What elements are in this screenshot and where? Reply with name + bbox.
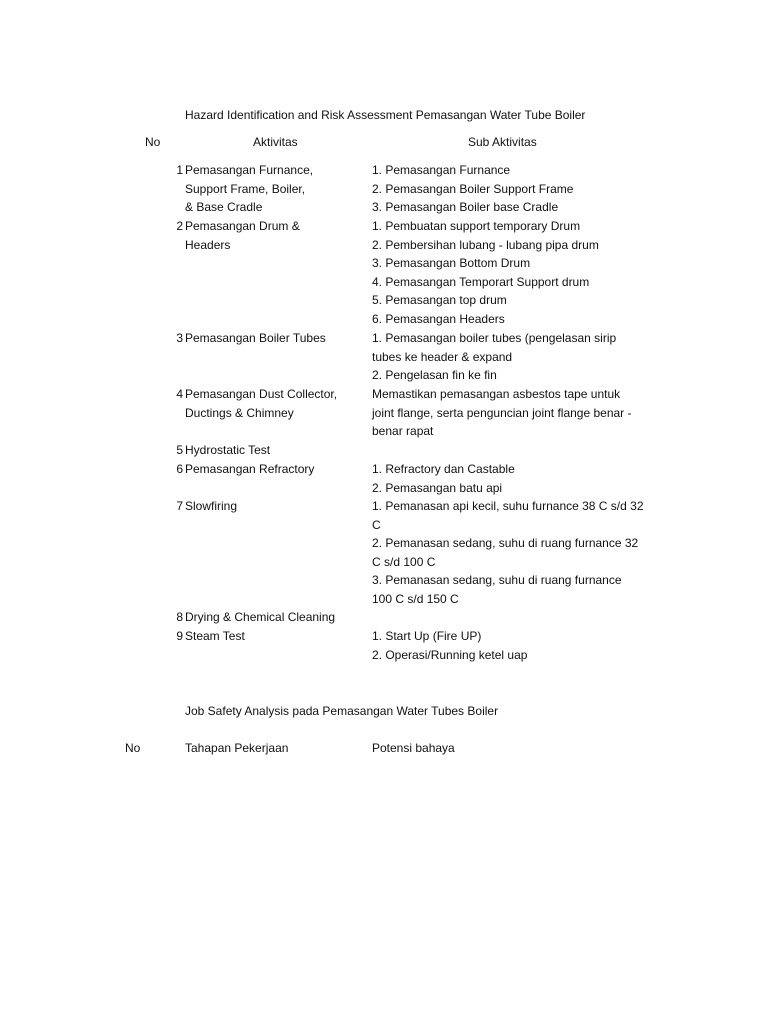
sub-activity-line: 2. Pemasangan batu api <box>372 480 503 495</box>
sub-activity-line: 6. Pemasangan Headers <box>372 311 505 326</box>
sub-activity-cell <box>372 217 644 328</box>
activity-line: Steam Test <box>185 629 245 643</box>
sub-activity-line: 1. Refractory dan Castable <box>372 462 515 476</box>
row-number: 3 <box>176 331 183 345</box>
sub-activity-line: 1. Pemasangan Furnance <box>372 163 511 177</box>
activity-cell <box>185 497 237 516</box>
activity-line: Hydrostatic Test <box>185 443 271 457</box>
activity-cell <box>185 608 335 627</box>
sub-activity-cell <box>372 460 644 497</box>
activity-cell <box>185 329 326 348</box>
sub-activity-cell <box>372 329 644 385</box>
jsa-title: Job Safety Analysis pada Pemasangan Water Tubes Boiler <box>185 704 499 718</box>
row-number: 2 <box>176 219 183 233</box>
sub-activity-line: 3. Pemanasan sedang, suhu di ruang furnance 100 C s/d 150 C <box>372 573 622 606</box>
activity-line: Pemasangan Dust Collector, <box>185 387 338 401</box>
row-number: 8 <box>176 610 183 624</box>
sub-activity-line: 4. Pemasangan Temporart Support drum <box>372 274 590 289</box>
sub-activity-cell <box>372 161 644 217</box>
row-number: 7 <box>176 499 183 513</box>
jsa-header-no: No <box>125 741 141 755</box>
activity-line: Pemasangan Drum & <box>185 219 300 233</box>
hira-title: Hazard Identification and Risk Assessment Pemasangan Water Tube Boiler <box>185 108 586 122</box>
sub-activity-line: 1. Pemanasan api kecil, suhu furnance 38 C s/d 32 C <box>372 499 644 532</box>
sub-activity-line: 2. Operasi/Running ketel uap <box>372 647 528 662</box>
activity-cell <box>185 627 245 646</box>
activity-line: Pemasangan Boiler Tubes <box>185 331 326 345</box>
activity-cell <box>185 161 313 217</box>
sub-activity-line: 2. Pemanasan sedang, suhu di ruang furnance 32 C s/d 100 C <box>372 536 639 569</box>
sub-activity-line: 5. Pemasangan top drum <box>372 293 507 307</box>
sub-activity-line: 2. Pemasangan Boiler Support Frame <box>372 181 574 196</box>
sub-activity-line: 3. Pemasangan Bottom Drum <box>372 256 531 270</box>
sub-activity-cell <box>372 385 644 441</box>
row-number: 9 <box>176 629 183 643</box>
sub-activity-line: 1. Pemasangan boiler tubes (pengelasan sirip tubes ke header & expand <box>372 331 617 364</box>
activity-line: Drying & Chemical Cleaning <box>185 610 336 624</box>
sub-activity-cell <box>372 627 644 664</box>
sub-activity-line: 2. Pengelasan fin ke fin <box>372 368 497 382</box>
activity-line: Ductings & Chimney <box>185 405 294 420</box>
activity-line: Support Frame, Boiler, <box>185 181 306 196</box>
sub-activity-cell <box>372 497 644 608</box>
sub-activity-line: Memastikan pemasangan asbestos tape untuk joint flange, serta penguncian joint flange benar - benar rapat <box>372 387 632 438</box>
jsa-header-potensi: Potensi bahaya <box>372 741 455 755</box>
sub-activity-line: 2. Pembersihan lubang - lubang pipa drum <box>372 237 599 252</box>
sub-activity-line: 3. Pemasangan Boiler base Cradle <box>372 200 559 214</box>
activity-line: Headers <box>185 237 231 252</box>
activity-cell <box>185 385 337 422</box>
row-number: 5 <box>176 443 183 457</box>
activity-cell <box>185 460 314 479</box>
hira-header-no: No <box>145 135 161 149</box>
hira-header-sub-aktivitas: Sub Aktivitas <box>468 135 537 149</box>
activity-line: & Base Cradle <box>185 200 263 214</box>
jsa-header-tahapan: Tahapan Pekerjaan <box>185 741 289 755</box>
sub-activity-line: 1. Pembuatan support temporary Drum <box>372 219 581 233</box>
hira-header-aktivitas: Aktivitas <box>253 135 298 149</box>
row-number: 4 <box>176 387 183 401</box>
activity-cell <box>185 217 300 254</box>
activity-line: Pemasangan Refractory <box>185 462 315 476</box>
row-number: 1 <box>176 163 183 177</box>
sub-activity-line: 1. Start Up (Fire UP) <box>372 629 482 643</box>
row-number: 6 <box>176 462 183 476</box>
activity-line: Pemasangan Furnance, <box>185 163 314 177</box>
activity-line: Slowfiring <box>185 499 238 513</box>
activity-cell <box>185 441 270 460</box>
